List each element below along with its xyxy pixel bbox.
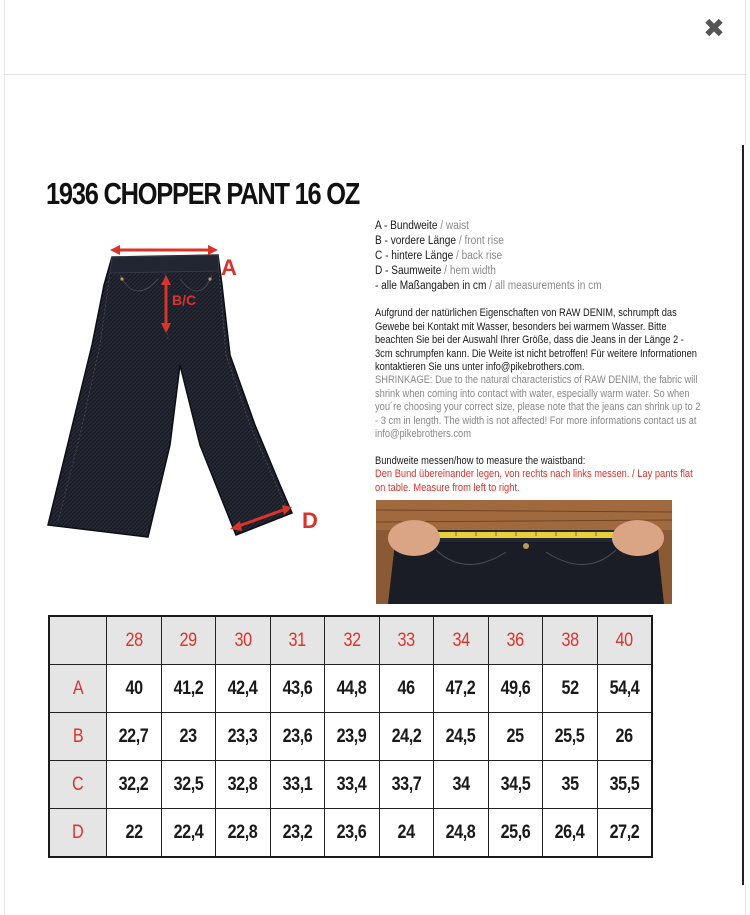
product-title: 1936 CHOPPER PANT 16 OZ bbox=[46, 176, 360, 211]
measurement-legend bbox=[375, 219, 665, 294]
size-header: 29 bbox=[161, 616, 216, 665]
label-a: A bbox=[221, 255, 237, 280]
legend-line: D - Saumweite / hem width bbox=[375, 265, 496, 277]
table-row bbox=[49, 713, 652, 761]
table-cell: 49,6 bbox=[488, 665, 543, 713]
table-cell: 23,3 bbox=[216, 713, 271, 761]
table-cell: 44,8 bbox=[325, 665, 380, 713]
size-header: 30 bbox=[216, 616, 271, 665]
table-cell: 52 bbox=[543, 665, 598, 713]
table-cell: 22,7 bbox=[107, 713, 162, 761]
table-cell: 25,5 bbox=[543, 713, 598, 761]
size-header: 34 bbox=[434, 616, 489, 665]
table-cell: 33,1 bbox=[270, 761, 325, 809]
table-cell: 32,5 bbox=[161, 761, 216, 809]
size-header: 32 bbox=[325, 616, 380, 665]
table-cell: 43,6 bbox=[270, 665, 325, 713]
waist-heading: Bundweite messen/how to measure the waistband: bbox=[375, 455, 586, 467]
legend-line: - alle Maßangaben in cm / all measurements in cm bbox=[375, 280, 602, 292]
table-corner bbox=[49, 616, 107, 665]
table-row bbox=[49, 809, 652, 858]
table-cell: 23,6 bbox=[270, 713, 325, 761]
table-header-row bbox=[49, 616, 652, 665]
shrinkage-note-de: Aufgrund der natürlichen Eigenschaften von RAW DENIM, schrumpft das Gewebe bei Kontakt mit Wasser, besonders bei warmem Wasser. Bitte beachten Sie bei der Auswahl Ihrer Größe, dass die Jeans in der Länge 2 - 3cm schrumpfen kann. Die Weite ist nicht betroffen! Für weitere Informationen kontaktieren Sie uns unter info@pikebrothers.com. bbox=[375, 307, 697, 374]
table-cell: 23,6 bbox=[325, 809, 380, 858]
table-row bbox=[49, 665, 652, 713]
table-cell: 40 bbox=[107, 665, 162, 713]
label-d: D bbox=[302, 508, 318, 533]
table-cell: 25,6 bbox=[488, 809, 543, 858]
modal-header bbox=[5, 0, 747, 75]
table-cell: 47,2 bbox=[434, 665, 489, 713]
table-cell: 42,4 bbox=[216, 665, 271, 713]
size-header: 31 bbox=[270, 616, 325, 665]
table-cell: 33,4 bbox=[325, 761, 380, 809]
waist-measure-photo bbox=[376, 500, 672, 604]
table-cell: 26 bbox=[597, 713, 652, 761]
table-cell: 35,5 bbox=[597, 761, 652, 809]
legend-line: B - vordere Länge / front rise bbox=[375, 235, 504, 247]
size-chart-table bbox=[48, 615, 653, 858]
size-header: 33 bbox=[379, 616, 434, 665]
table-cell: 22,8 bbox=[216, 809, 271, 858]
row-label: D bbox=[49, 809, 107, 858]
table-cell: 23,9 bbox=[325, 713, 380, 761]
table-cell: 22 bbox=[107, 809, 162, 858]
table-cell: 23,2 bbox=[270, 809, 325, 858]
table-cell: 24,2 bbox=[379, 713, 434, 761]
close-icon[interactable]: ✖ bbox=[703, 14, 725, 44]
table-cell: 32,8 bbox=[216, 761, 271, 809]
label-bc: B/C bbox=[172, 292, 197, 308]
table-cell: 34,5 bbox=[488, 761, 543, 809]
table-cell: 24,5 bbox=[434, 713, 489, 761]
table-cell: 41,2 bbox=[161, 665, 216, 713]
size-header: 40 bbox=[597, 616, 652, 665]
table-cell: 32,2 bbox=[107, 761, 162, 809]
table-cell: 25 bbox=[488, 713, 543, 761]
table-cell: 33,7 bbox=[379, 761, 434, 809]
table-cell: 24,8 bbox=[434, 809, 489, 858]
row-label: B bbox=[49, 713, 107, 761]
table-cell: 22,4 bbox=[161, 809, 216, 858]
size-header: 36 bbox=[488, 616, 543, 665]
table-cell: 24 bbox=[379, 809, 434, 858]
table-cell: 46 bbox=[379, 665, 434, 713]
table-cell: 26,4 bbox=[543, 809, 598, 858]
table-cell: 23 bbox=[161, 713, 216, 761]
legend-line: A - Bundweite / waist bbox=[375, 220, 469, 232]
jeans-illustration bbox=[40, 245, 330, 545]
table-cell: 54,4 bbox=[597, 665, 652, 713]
table-cell: 34 bbox=[434, 761, 489, 809]
legend-line: C - hintere Länge / back rise bbox=[375, 250, 503, 262]
size-header: 38 bbox=[543, 616, 598, 665]
row-label: C bbox=[49, 761, 107, 809]
image-edge bbox=[742, 145, 744, 885]
table-cell: 35 bbox=[543, 761, 598, 809]
table-row bbox=[49, 761, 652, 809]
size-header: 28 bbox=[107, 616, 162, 665]
shrinkage-note-en: SHRINKAGE: Due to the natural characteristics of RAW DENIM, the fabric will shrink when coming into contact with water, especially warm water. So when you´re choosing your correct size, please note that the jeans can shrink up to 2 - 3 cm in length. The width is not affected! For more informations contact us at info@pikebrothers.com bbox=[375, 374, 701, 441]
row-label: A bbox=[49, 665, 107, 713]
table-cell: 27,2 bbox=[597, 809, 652, 858]
waist-instructions: Den Bund übereinander legen, von rechts nach links messen. / Lay pants flat on table. Measure from left to right. bbox=[375, 468, 693, 494]
